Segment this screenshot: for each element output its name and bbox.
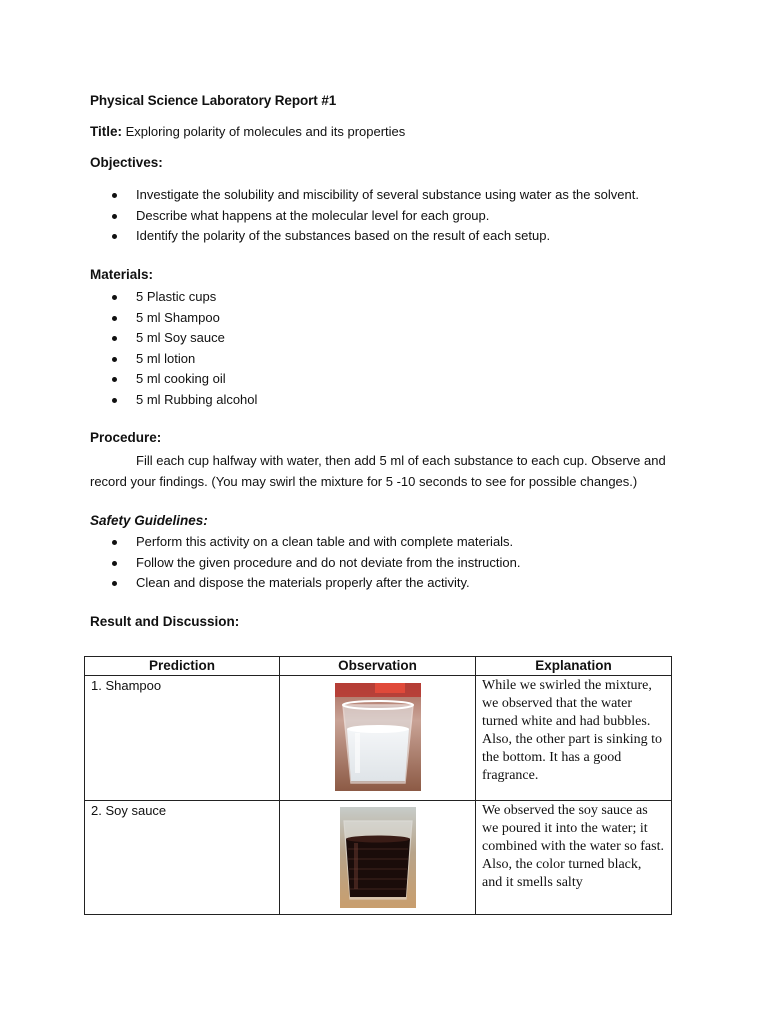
objective-item: Investigate the solubility and miscibility of several substance using water as the solvent. [90, 185, 639, 206]
explanation-cell: While we swirled the mixture, we observed that the water turned white and had bubbles. Also, the other part is sinking to the bottom. It has a good fragrance. [476, 676, 672, 801]
title-label: Title: [90, 124, 123, 139]
objectives-list [90, 185, 639, 247]
table-row [85, 676, 672, 801]
material-item: 5 ml Rubbing alcohol [90, 390, 257, 411]
material-item: 5 ml Shampoo [90, 308, 257, 329]
shampoo-cup-photo [335, 683, 421, 791]
materials-heading: Materials: [90, 267, 154, 282]
objective-item: Describe what happens at the molecular level for each group. [90, 206, 639, 227]
safety-item: Clean and dispose the materials properly after the activity. [90, 573, 520, 594]
objective-item: Identify the polarity of the substances based on the result of each setup. [90, 226, 639, 247]
procedure-text [90, 451, 680, 492]
prediction-cell: 2. Soy sauce [85, 801, 280, 915]
title-value: Exploring polarity of molecules and its properties [122, 124, 406, 139]
procedure-body: Fill each cup halfway with water, then add 5 ml of each substance to each cup. Observe and record your findings. (You may swirl the mixture for 5 -10 seconds to see for possible changes.) [90, 453, 666, 489]
prediction-cell: 1. Shampoo [85, 676, 280, 801]
material-item: 5 Plastic cups [90, 287, 257, 308]
materials-list [90, 287, 257, 410]
objectives-heading: Objectives: [90, 155, 163, 170]
title-line [90, 124, 405, 139]
soy-sauce-cup-photo [340, 807, 416, 908]
safety-heading: Safety Guidelines: [90, 513, 208, 528]
observation-cell [280, 801, 476, 915]
safety-list [90, 532, 520, 594]
table-row [85, 801, 672, 915]
explanation-cell: We observed the soy sauce as we poured it into the water; it combined with the water so fast. Also, the color turned black, and it smells salty [476, 801, 672, 915]
column-header-explanation: Explanation [476, 657, 672, 676]
material-item: 5 ml lotion [90, 349, 257, 370]
column-header-prediction: Prediction [85, 657, 280, 676]
column-header-observation: Observation [280, 657, 476, 676]
procedure-heading: Procedure: [90, 430, 162, 445]
results-heading: Result and Discussion: [90, 614, 240, 629]
material-item: 5 ml Soy sauce [90, 328, 257, 349]
observation-cell [280, 676, 476, 801]
table-header-row [85, 657, 672, 676]
results-table [84, 656, 672, 915]
material-item: 5 ml cooking oil [90, 369, 257, 390]
safety-item: Perform this activity on a clean table and with complete materials. [90, 532, 520, 553]
report-title: Physical Science Laboratory Report #1 [90, 93, 337, 108]
safety-item: Follow the given procedure and do not deviate from the instruction. [90, 553, 520, 574]
